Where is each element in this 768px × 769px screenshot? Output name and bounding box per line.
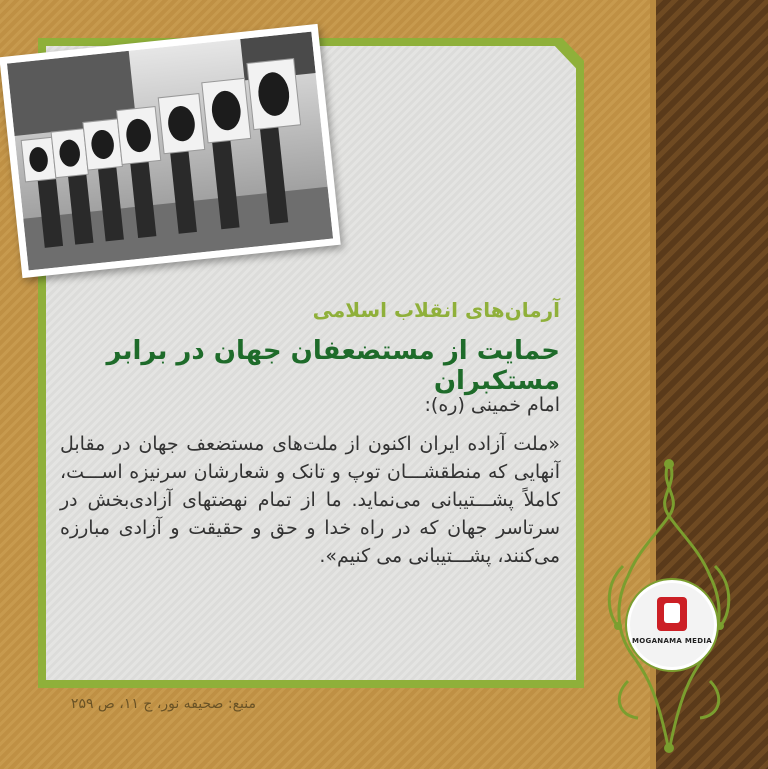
source-citation: منبع: صحیفه نور، ج ۱۱، ص ۲۵۹ bbox=[70, 696, 256, 712]
subtitle: آرمان‌های انقلاب اسلامی bbox=[312, 298, 560, 322]
logo-text: MOGANAMA MEDIA bbox=[632, 637, 712, 645]
quote-author: امام خمینی (ره): bbox=[424, 394, 560, 416]
logo bbox=[627, 580, 717, 670]
photo-image bbox=[7, 32, 333, 271]
protest-photo bbox=[0, 24, 341, 278]
page-title: حمایت از مستضعفان جهان در برابر مستکبران bbox=[106, 336, 560, 396]
quote-text: «ملت آزاده ایران اکنون از ملت‌های مستضعف جهان در مقابل آنهایی که منطقشـــان توپ و تانک و شعارشان سرنیزه اســـت، کاملاً پشـــتیبانی می‌نماید. ما از تمام نهضتهای آزادی‌بخش در سرتاسر جهان که در راه خدا و حق و حقیقت و آزادی مبارزه می‌کنند، پشـــتیبانی می کنیم». bbox=[60, 433, 560, 567]
fist-icon bbox=[664, 603, 680, 623]
